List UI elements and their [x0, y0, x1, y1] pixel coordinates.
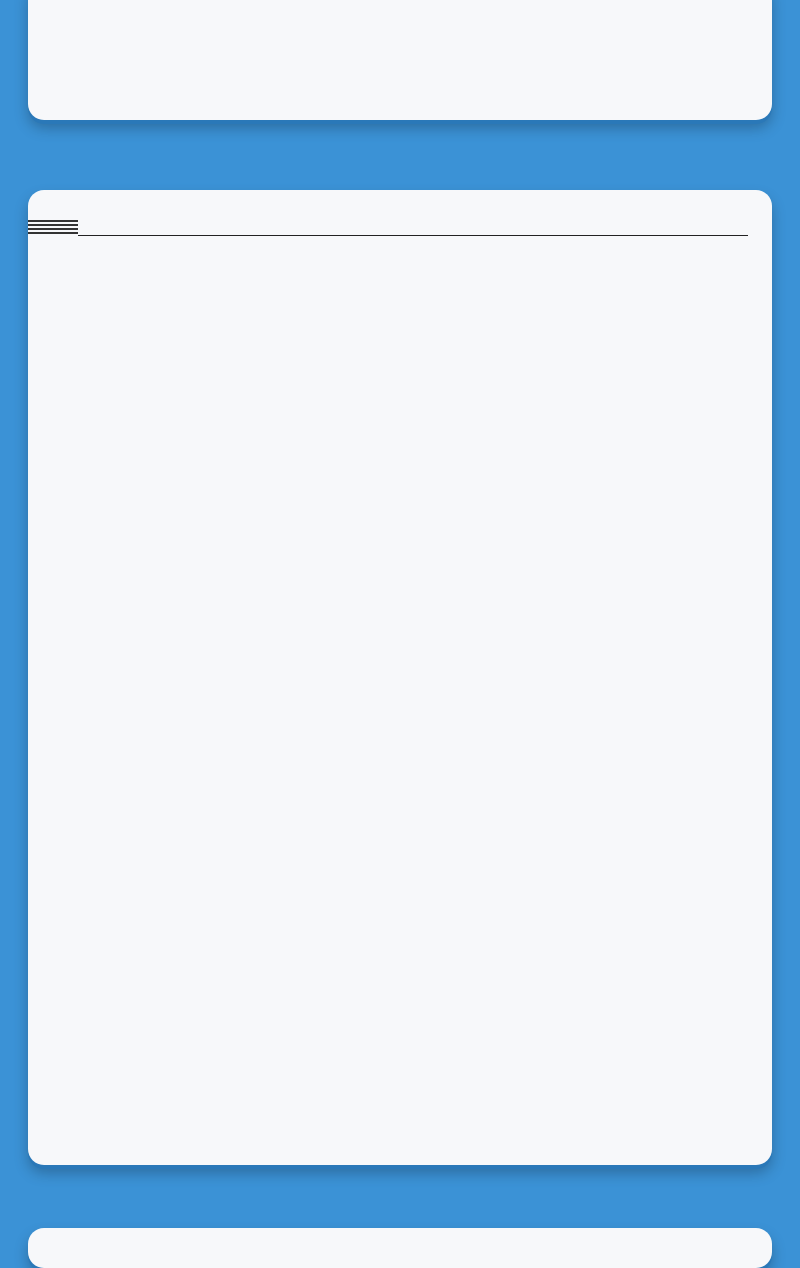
- header-rule: [78, 235, 748, 236]
- toc-page-card: [28, 190, 772, 1165]
- header-stripes: [28, 220, 78, 236]
- toc-header: [28, 220, 748, 236]
- next-page-card: [28, 1228, 772, 1268]
- previous-page-card: [28, 0, 772, 120]
